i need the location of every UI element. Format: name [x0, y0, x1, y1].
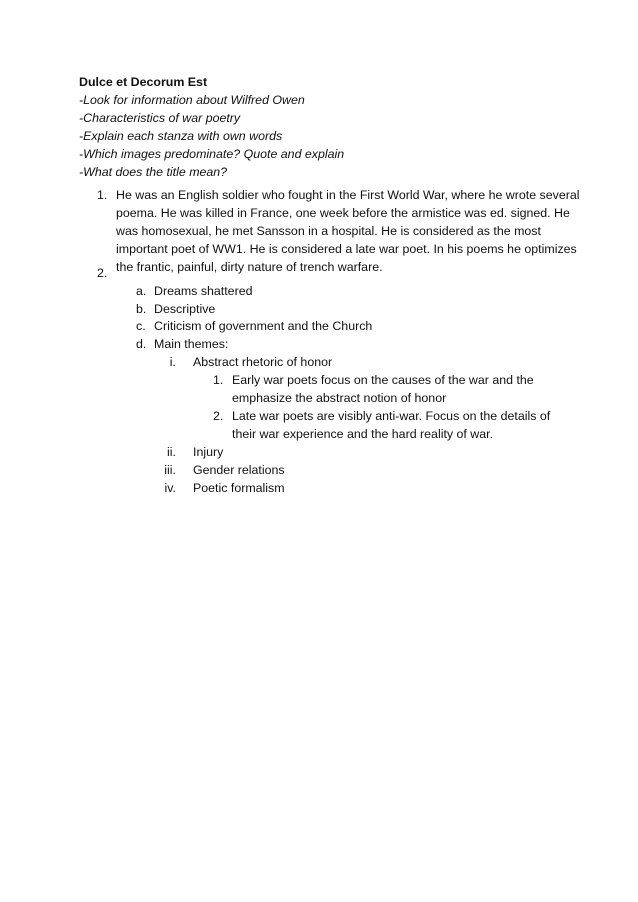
document-title: Dulce et Decorum Est [79, 75, 208, 89]
theme-item: Poetic formalism [193, 481, 285, 495]
item1-text-line: He was an English soldier who fought in the First World War, where he wrote several [116, 188, 580, 202]
task-line: -Characteristics of war poetry [79, 111, 241, 125]
list-marker: 1. [97, 188, 108, 202]
sublist-marker: c. [136, 319, 146, 333]
roman-marker: iv. [164, 481, 176, 495]
list-marker: 2. [97, 266, 108, 280]
task-line: -What does the title mean? [79, 165, 228, 179]
sublist-marker: d. [136, 337, 147, 351]
roman-marker: iii. [164, 463, 176, 477]
nested-marker: 2. [213, 409, 224, 423]
item1-text-line: the frantic, painful, dirty nature of trench warfare. [116, 260, 383, 274]
task-line: -Explain each stanza with own words [79, 129, 283, 143]
theme-item: Injury [193, 445, 224, 459]
sublist-item: Criticism of government and the Church [154, 319, 373, 333]
sublist-item: Descriptive [154, 302, 216, 316]
sublist-marker: b. [136, 302, 147, 316]
theme-item: Abstract rhetoric of honor [193, 355, 333, 369]
task-line: -Look for information about Wilfred Owen [79, 93, 305, 107]
sublist-marker: a. [136, 284, 147, 298]
item1-text-line: important poet of WW1. He is considered a late war poet. In his poems he optimizes [116, 242, 577, 256]
nested-marker: 1. [213, 373, 224, 387]
roman-marker: i. [169, 355, 176, 369]
sublist-item: Dreams shattered [154, 284, 253, 298]
poets-text-line: Early war poets focus on the causes of the war and the [232, 373, 534, 387]
poets-text-line: emphasize the abstract notion of honor [232, 391, 447, 405]
roman-marker: ii. [167, 445, 176, 459]
poets-text-line: their war experience and the hard reality of war. [232, 427, 494, 441]
sublist-item: Main themes: [154, 337, 229, 351]
theme-item: Gender relations [193, 463, 285, 477]
poets-text-line: Late war poets are visibly anti-war. Focus on the details of [232, 409, 551, 423]
task-line: -Which images predominate? Quote and explain [79, 147, 345, 161]
item1-text-line: poema. He was killed in France, one week before the armistice was ed. signed. He [116, 206, 570, 220]
item1-text-line: was homosexual, he met Sansson in a hospital. He is considered as the most [116, 224, 541, 238]
